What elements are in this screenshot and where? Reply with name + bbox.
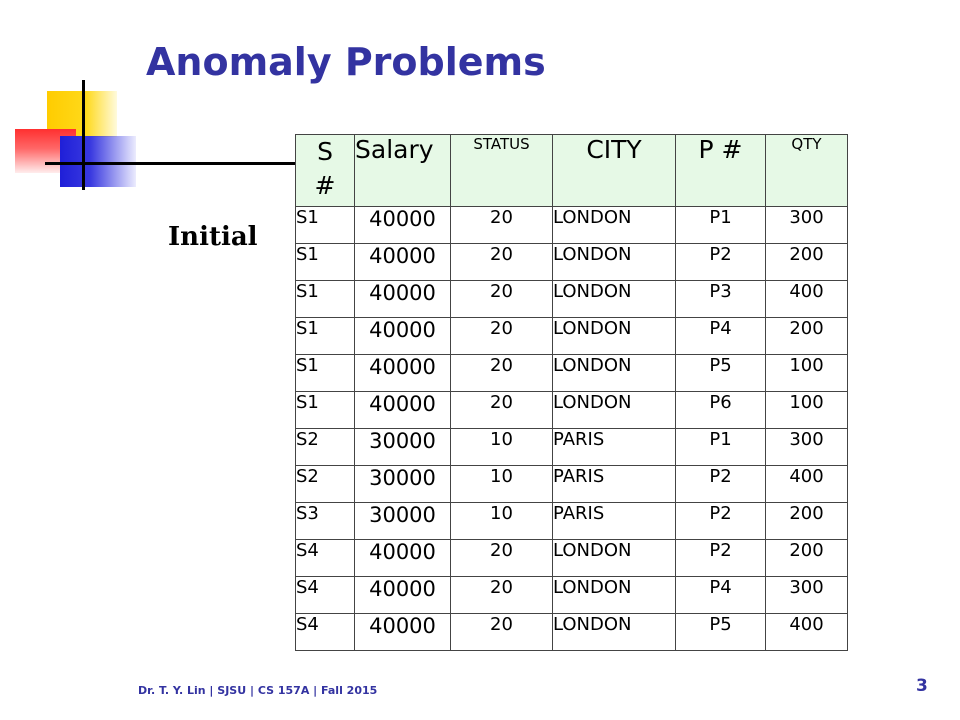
header-p-number: P #	[676, 135, 766, 207]
cell-status: 20	[451, 318, 553, 355]
cell-city: PARIS	[553, 429, 676, 466]
cell-qty: 300	[766, 429, 848, 466]
cell-status: 10	[451, 429, 553, 466]
cell-s-number: S1	[296, 355, 355, 392]
cell-salary: 40000	[355, 207, 451, 244]
cell-p-number: P1	[676, 429, 766, 466]
cell-p-number: P2	[676, 244, 766, 281]
cell-city: LONDON	[553, 392, 676, 429]
cell-p-number: P5	[676, 355, 766, 392]
cell-status: 10	[451, 466, 553, 503]
header-salary: Salary	[355, 135, 451, 207]
table-row	[296, 614, 848, 651]
page-number: 3	[916, 676, 928, 696]
cell-city: LONDON	[553, 281, 676, 318]
cell-salary: 40000	[355, 318, 451, 355]
cell-salary: 40000	[355, 244, 451, 281]
cell-city: LONDON	[553, 614, 676, 651]
cell-s-number: S3	[296, 503, 355, 540]
table-header-row	[296, 135, 848, 207]
header-status: STATUS	[451, 135, 553, 207]
table-row	[296, 429, 848, 466]
cell-status: 20	[451, 392, 553, 429]
cell-qty: 400	[766, 614, 848, 651]
cell-qty: 300	[766, 207, 848, 244]
cell-status: 20	[451, 281, 553, 318]
cell-salary: 40000	[355, 577, 451, 614]
cell-city: LONDON	[553, 207, 676, 244]
table-row	[296, 540, 848, 577]
cell-status: 20	[451, 244, 553, 281]
header-s-number-label: S #	[314, 137, 336, 200]
table-row	[296, 281, 848, 318]
cell-s-number: S1	[296, 281, 355, 318]
cell-status: 20	[451, 577, 553, 614]
cell-qty: 400	[766, 466, 848, 503]
initial-label: Initial	[168, 222, 258, 252]
cell-salary: 40000	[355, 355, 451, 392]
cell-p-number: P2	[676, 540, 766, 577]
cell-s-number: S2	[296, 429, 355, 466]
cell-qty: 200	[766, 244, 848, 281]
cell-city: LONDON	[553, 577, 676, 614]
cell-p-number: P4	[676, 318, 766, 355]
cell-status: 20	[451, 207, 553, 244]
cell-qty: 300	[766, 577, 848, 614]
cell-s-number: S4	[296, 577, 355, 614]
decor-vertical-line	[82, 80, 85, 190]
cell-p-number: P2	[676, 503, 766, 540]
cell-status: 10	[451, 503, 553, 540]
table-row	[296, 318, 848, 355]
cell-s-number: S1	[296, 207, 355, 244]
table-row	[296, 466, 848, 503]
cell-city: LONDON	[553, 355, 676, 392]
cell-city: LONDON	[553, 540, 676, 577]
cell-salary: 40000	[355, 281, 451, 318]
cell-status: 20	[451, 614, 553, 651]
cell-p-number: P3	[676, 281, 766, 318]
footer-credit: Dr. T. Y. Lin | SJSU | CS 157A | Fall 2015	[138, 684, 378, 697]
cell-qty: 400	[766, 281, 848, 318]
cell-salary: 40000	[355, 614, 451, 651]
cell-p-number: P6	[676, 392, 766, 429]
cell-p-number: P2	[676, 466, 766, 503]
cell-salary: 30000	[355, 429, 451, 466]
slide-title: Anomaly Problems	[146, 40, 546, 84]
cell-city: LONDON	[553, 318, 676, 355]
supplier-table	[295, 134, 848, 651]
table-row	[296, 503, 848, 540]
cell-qty: 100	[766, 392, 848, 429]
table-row	[296, 392, 848, 429]
table-row	[296, 577, 848, 614]
cell-s-number: S1	[296, 244, 355, 281]
cell-s-number: S2	[296, 466, 355, 503]
cell-salary: 30000	[355, 466, 451, 503]
header-qty: QTY	[766, 135, 848, 207]
cell-s-number: S1	[296, 392, 355, 429]
cell-p-number: P5	[676, 614, 766, 651]
cell-city: PARIS	[553, 503, 676, 540]
table-row	[296, 355, 848, 392]
cell-salary: 40000	[355, 540, 451, 577]
cell-qty: 200	[766, 540, 848, 577]
cell-p-number: P4	[676, 577, 766, 614]
cell-s-number: S1	[296, 318, 355, 355]
cell-s-number: S4	[296, 540, 355, 577]
table-row	[296, 207, 848, 244]
cell-city: LONDON	[553, 244, 676, 281]
cell-salary: 30000	[355, 503, 451, 540]
cell-qty: 200	[766, 503, 848, 540]
cell-status: 20	[451, 355, 553, 392]
cell-s-number: S4	[296, 614, 355, 651]
header-city: CITY	[553, 135, 676, 207]
cell-p-number: P1	[676, 207, 766, 244]
table-row	[296, 244, 848, 281]
cell-status: 20	[451, 540, 553, 577]
cell-city: PARIS	[553, 466, 676, 503]
header-s-number	[296, 135, 355, 207]
cell-qty: 200	[766, 318, 848, 355]
cell-salary: 40000	[355, 392, 451, 429]
decor-horizontal-line	[45, 162, 300, 165]
cell-qty: 100	[766, 355, 848, 392]
